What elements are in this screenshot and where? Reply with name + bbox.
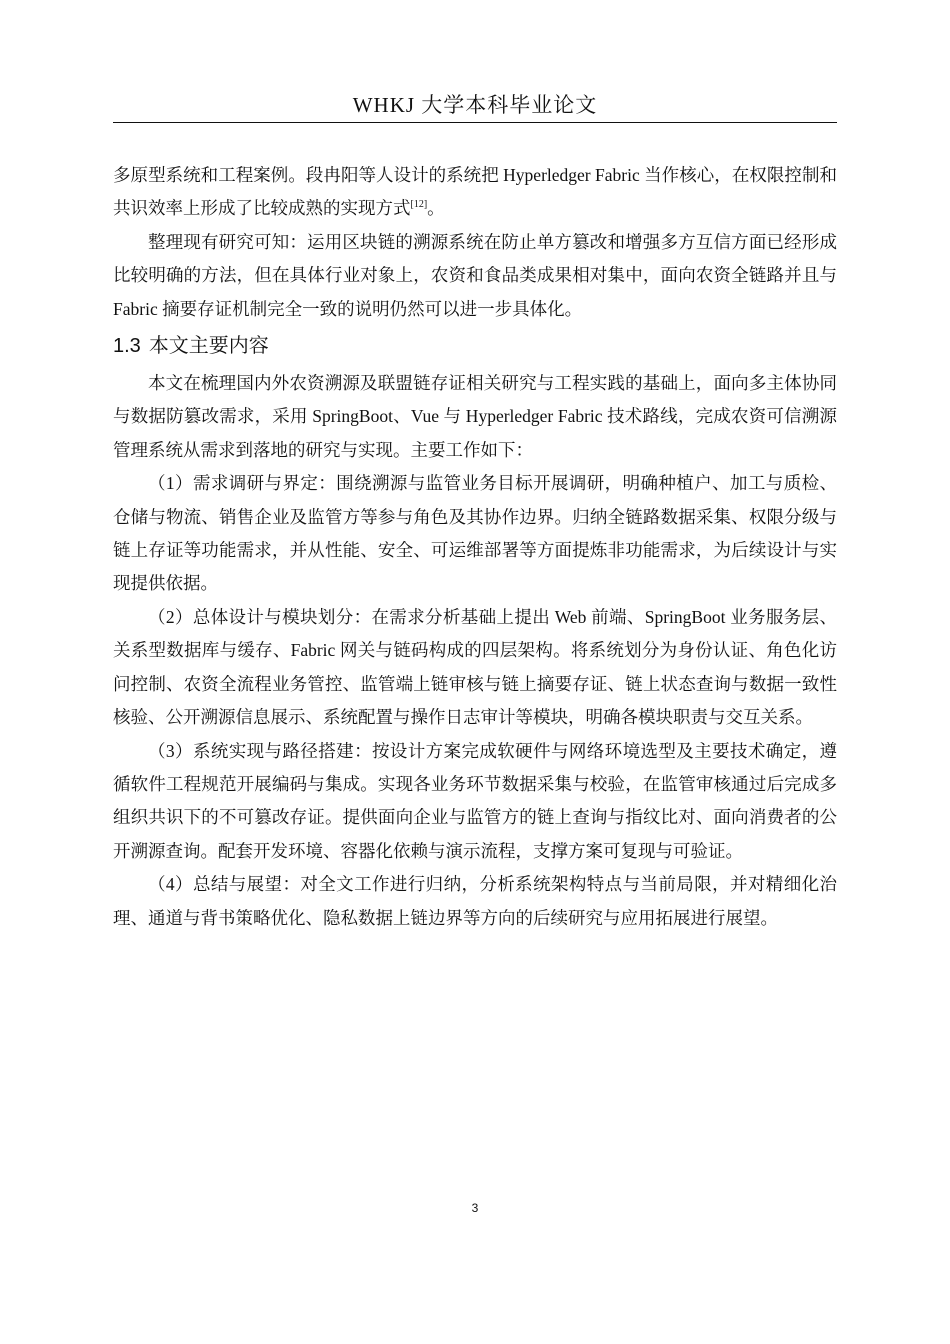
page-number: 3 [471, 1201, 479, 1215]
citation-reference: [12] [410, 199, 428, 211]
continued-paragraph-end: 。 [427, 198, 445, 219]
work-item-2: （2）总体设计与模块划分：在需求分析基础上提出 Web 前端、SpringBoot 业务服务层、关系型数据库与缓存、Fabric 网关与链码构成的四层架构。将系统划分为身份认证、角色化访问控制、农资全流程业务管控、监管端上链审核与链上摘要存证、链上状态查询与数据一致性核验、公开溯源信息展示、系统配置与操作日志审计等模块，明确各模块职责与交互关系。 [113, 606, 837, 728]
summary-paragraph: 整理现有研究可知：运用区块链的溯源系统在防止单方篡改和增强多方互信方面已经形成比较明确的方法，但在具体行业对象上，农资和食品类成果相对集中，面向农资全链路并且与 Fabric 摘要存证机制完全一致的说明仍然可以进一步具体化。 [113, 231, 837, 319]
section-title: 本文主要内容 [148, 335, 269, 358]
section-number: 1.3 [113, 335, 141, 358]
continued-paragraph-text: 多原型系统和工程案例。段冉阳等人设计的系统把 Hyperledger Fabric 当作核心，在权限控制和共识效率上形成了比较成熟的实现方式 [113, 165, 837, 219]
page-body [113, 159, 837, 935]
header-divider [113, 122, 837, 123]
work-item-3: （3）系统实现与路径搭建：按设计方案完成软硬件与网络环境选型及主要技术确定，遵循软件工程规范开展编码与集成。实现各业务环节数据采集与校验，在监管审核通过后完成多组织共识下的不可篡改存证。提供面向企业与监管方的链上查询与指纹比对、面向消费者的公开溯源查询。配套开发环境、容器化依赖与演示流程，支撑方案可复现与可验证。 [113, 740, 837, 861]
work-item-4: （4）总结与展望：对全文工作进行归纳，分析系统架构特点与当前局限，并对精细化治理、通道与背书策略优化、隐私数据上链边界等方向的后续研究与应用拓展进行展望。 [113, 874, 837, 928]
page-header-title: WHKJ 大学本科毕业论文 [352, 93, 598, 117]
section-heading [113, 326, 837, 367]
work-item-1: （1）需求调研与界定：围绕溯源与监管业务目标开展调研，明确种植户、加工与质检、仓储与物流、销售企业及监管方等参与角色及其协作边界。归纳全链路数据采集、权限分级与链上存证等功能需求，并从性能、安全、可运维部署等方面提炼非功能需求，为后续设计与实现提供依据。 [113, 473, 837, 594]
continued-paragraph [113, 159, 837, 226]
intro-paragraph: 本文在梳理国内外农资溯源及联盟链存证相关研究与工程实践的基础上，面向多主体协同与数据防篡改需求，采用 SpringBoot、Vue 与 Hyperledger Fabric 技术路线，完成农资可信溯源管理系统从需求到落地的研究与实现。主要工作如下： [113, 373, 837, 460]
